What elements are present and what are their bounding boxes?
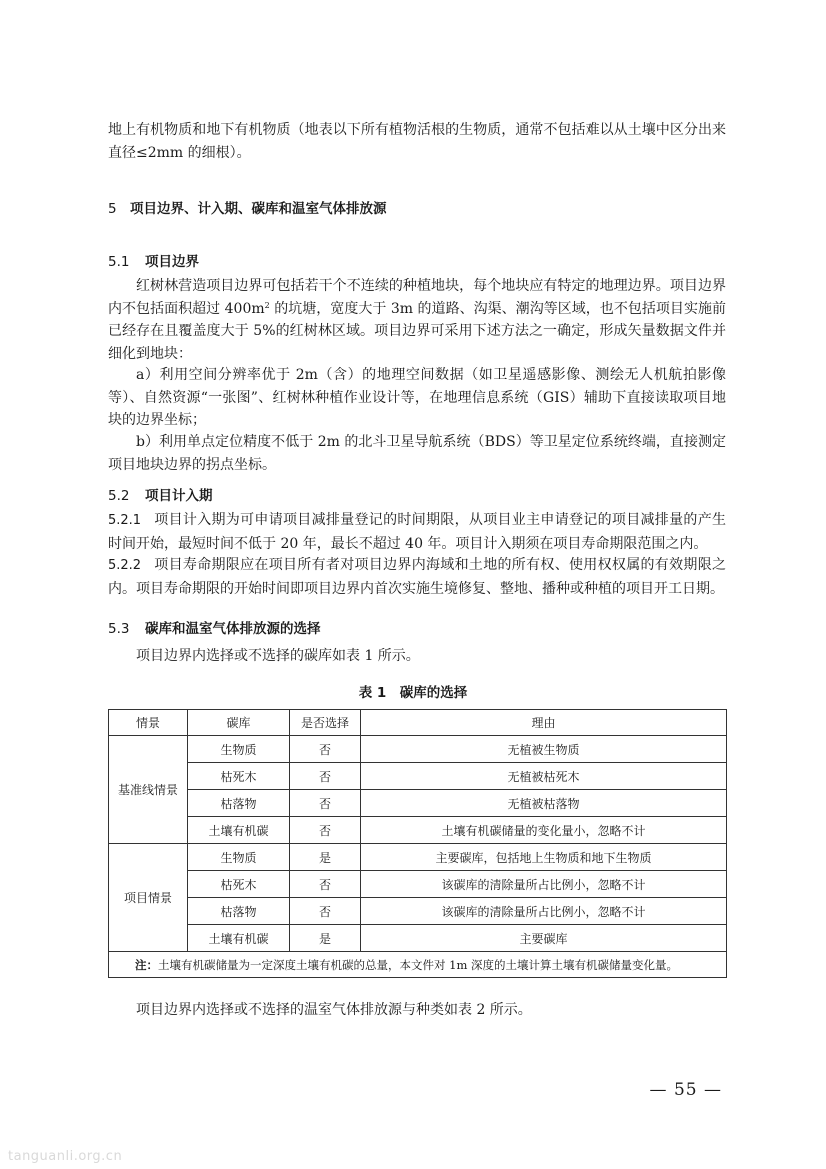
pool-cell: 枯死木 <box>188 763 290 790</box>
reason-cell: 无植被生物质 <box>361 736 727 763</box>
list-item-a: a）利用空间分辨率优于 2m（含）的地理空间数据（如卫星遥感影像、测绘无人机航拍影像等）、自然资源“一张图”、红树林种植作业设计等，在地理信息系统（GIS）辅助下直接读取项目地块的边界坐标； <box>108 367 726 428</box>
clause-5-2-2 <box>108 554 726 600</box>
table-row <box>109 871 727 898</box>
intro-paragraph: 地上有机物质和地下有机物质（地表以下所有植物活根的生物质，通常不包括难以从土壤中区分出来直径≤2mm 的细根）。 <box>108 122 726 161</box>
header-cell: 是否选择 <box>290 710 361 736</box>
table-1-caption: 表 1 碳库的选择 <box>358 685 468 701</box>
reason-cell: 无植被枯落物 <box>361 790 727 817</box>
clause-text: 项目寿命期限应在项目所有者对项目边界内海域和土地的所有权、使用权权属的有效期限之内。项目寿命期限的开始时间即项目边界内首次实施生境修复、整地、播种或种植的项目开工日期。 <box>108 557 726 597</box>
selected-cell: 是 <box>290 844 361 871</box>
table-header-row <box>109 710 727 736</box>
section-number: 5.2 <box>108 488 130 504</box>
section-title: 项目边界、计入期、碳库和温室气体排放源 <box>130 201 387 217</box>
page-number: — 55 — <box>649 1080 722 1100</box>
table-row <box>109 898 727 925</box>
table-row <box>109 736 727 763</box>
site-watermark: tanguanli.org.cn <box>8 1149 123 1164</box>
section-title: 项目边界 <box>145 254 199 270</box>
reason-cell: 该碳库的清除量所占比例小，忽略不计 <box>361 898 727 925</box>
clause-5-2-1 <box>108 509 726 555</box>
section-number: 5.3 <box>108 621 130 637</box>
table-row <box>109 817 727 844</box>
section-5-2-heading <box>108 484 213 504</box>
reason-cell: 该碳库的清除量所占比例小，忽略不计 <box>361 871 727 898</box>
boundary-paragraph <box>108 275 726 365</box>
section-title: 项目计入期 <box>145 488 213 504</box>
pool-cell: 枯落物 <box>188 898 290 925</box>
section-5-heading <box>108 197 387 217</box>
table-row <box>109 763 727 790</box>
pool-cell: 土壤有机碳 <box>188 817 290 844</box>
selected-cell: 是 <box>290 925 361 952</box>
section-5-3-heading <box>108 617 321 637</box>
selected-cell: 否 <box>290 763 361 790</box>
emission-source-intro: 项目边界内选择或不选择的温室气体排放源与种类如表 2 所示。 <box>136 1002 532 1018</box>
selected-cell: 否 <box>290 871 361 898</box>
reason-cell: 主要碳库 <box>361 925 727 952</box>
table-row <box>109 925 727 952</box>
header-cell: 情景 <box>109 710 188 736</box>
selected-cell: 否 <box>290 790 361 817</box>
section-title: 碳库和温室气体排放源的选择 <box>145 621 321 637</box>
boundary-text-part1: 红树林营造项目边界可包括若干个不连续的种植地块，每个地块应有特定的地理边界。项目边界内不包括面积超过 400m <box>108 278 726 317</box>
boundary-text-part2: 的坑塘，宽度大于 3m 的道路、沟渠、潮沟等区域，也不包括项目实施前已经存在且覆盖度大于 5%的红树林区域。项目边界可采用下述方法之一确定，形成矢量数据文件并细化到地块： <box>108 300 726 362</box>
selected-cell: 否 <box>290 817 361 844</box>
list-item-b: b）利用单点定位精度不低于 2m 的北斗卫星导航系统（BDS）等卫星定位系统终端，直接测定项目地块边界的拐点坐标。 <box>108 434 726 473</box>
section-number: 5 <box>108 201 117 217</box>
section-5-1-heading <box>108 250 199 270</box>
clause-number: 5.2.1 <box>108 513 142 528</box>
superscript: 2 <box>264 300 270 310</box>
header-cell: 理由 <box>361 710 727 736</box>
header-cell: 碳库 <box>188 710 290 736</box>
section-number: 5.1 <box>108 254 130 270</box>
reason-cell: 主要碳库，包括地上生物质和地下生物质 <box>361 844 727 871</box>
reason-cell: 无植被枯死木 <box>361 763 727 790</box>
pool-cell: 土壤有机碳 <box>188 925 290 952</box>
selected-cell: 否 <box>290 736 361 763</box>
pool-cell: 枯落物 <box>188 790 290 817</box>
selected-cell: 否 <box>290 898 361 925</box>
note-text: 土壤有机碳储量为一定深度土壤有机碳的总量，本文件对 1m 深度的土壤计算土壤有机碳储量变化量。 <box>158 957 679 972</box>
note-label: 注： <box>135 957 158 972</box>
carbon-pool-table <box>108 709 727 978</box>
carbon-pool-intro: 项目边界内选择或不选择的碳库如表 1 所示。 <box>136 648 420 664</box>
table-note-row <box>109 952 727 978</box>
pool-cell: 生物质 <box>188 736 290 763</box>
scenario-cell: 项目情景 <box>109 844 188 952</box>
clause-text: 项目计入期为可申请项目减排量登记的时间期限，从项目业主申请登记的项目减排量的产生时间开始，最短时间不低于 20 年，最长不超过 40 年。项目计入期须在项目寿命期限范围之内。 <box>108 512 726 552</box>
pool-cell: 生物质 <box>188 844 290 871</box>
table-note <box>109 952 727 978</box>
pool-cell: 枯死木 <box>188 871 290 898</box>
scenario-cell: 基准线情景 <box>109 736 188 844</box>
reason-cell: 土壤有机碳储量的变化量小，忽略不计 <box>361 817 727 844</box>
clause-number: 5.2.2 <box>108 558 142 573</box>
table-row <box>109 790 727 817</box>
table-row <box>109 844 727 871</box>
